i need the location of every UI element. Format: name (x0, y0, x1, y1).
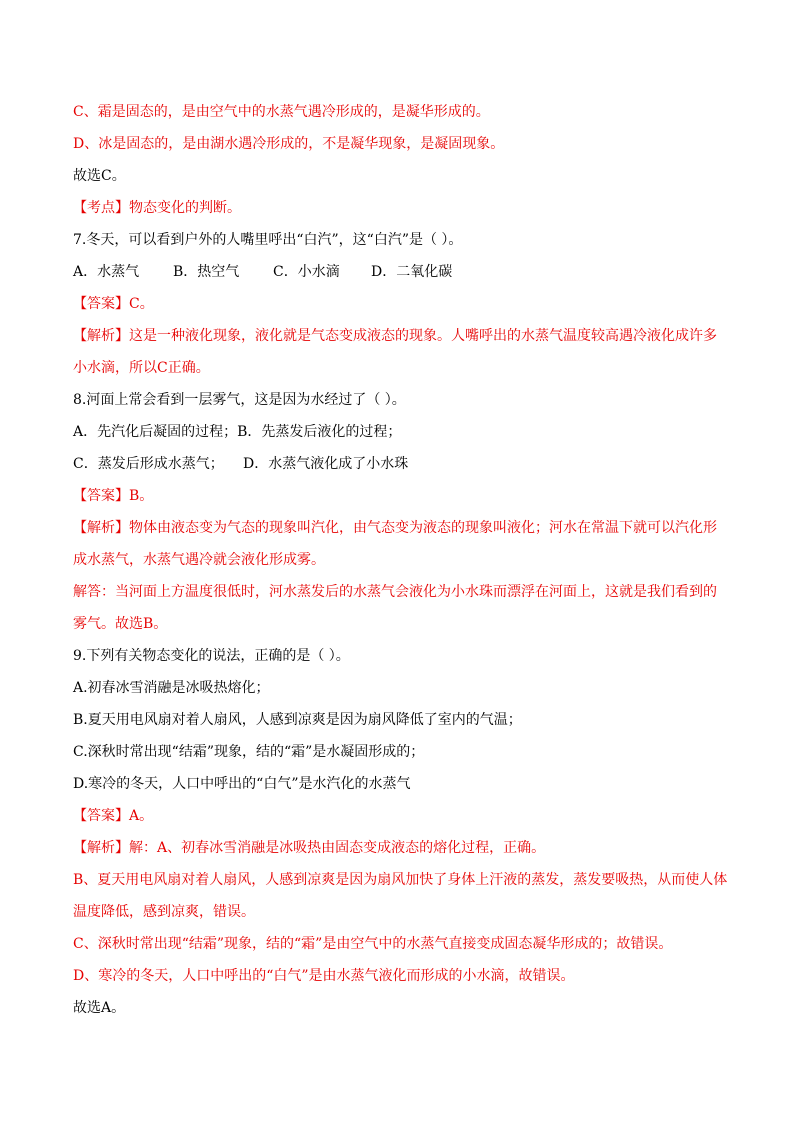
option-b: B．热空气 (173, 264, 240, 280)
question-9-final: 故选A。 (73, 1000, 126, 1016)
question-9-stem: 9.下列有关物态变化的说法，正确的是（ ）。 (73, 648, 350, 664)
question-7-stem: 7.冬天，可以看到户外的人嘴里呼出“白汽”，这“白汽”是（ ）。 (73, 232, 463, 248)
option-c: C．蒸发后形成水蒸气； (73, 456, 224, 472)
question-9-analysis: B、夏天用电风扇对着人扇风，人感到凉爽是因为扇风加快了身体上汗液的蒸发，蒸发要吸热，从而使人体 (73, 872, 728, 888)
document-page (73, 96, 728, 1024)
text-line: C、霜是固态的，是由空气中的水蒸气遇冷形成的，是凝华形成的。 (73, 104, 490, 120)
text-line: D、冰是固态的，是由湖水遇冷形成的，不是凝华现象，是凝固现象。 (73, 136, 505, 152)
question-8-solution: 解答：当河面上方温度很低时，河水蒸发后的水蒸气会液化为小水珠而漂浮在河面上，这就是我们看到的 (73, 584, 717, 600)
option-d: D．水蒸气液化成了小水珠 (243, 456, 409, 472)
question-7-analysis: 【解析】这是一种液化现象，液化就是气态变成液态的现象。人嘴呼出的水蒸气温度较高遇冷液化成许多 (73, 328, 717, 344)
option-b: B.夏天用电风扇对着人扇风，人感到凉爽是因为扇风降低了室内的气温； (73, 712, 522, 728)
question-8-solution: 雾气。故选B。 (73, 616, 168, 632)
question-8-stem: 8.河面上常会看到一层雾气，这是因为水经过了（ ）。 (73, 392, 406, 408)
option-d: D．二氧化碳 (371, 264, 453, 280)
text-line: 故选C。 (73, 168, 126, 184)
question-7-answer: 【答案】C。 (73, 296, 154, 312)
question-8-answer: 【答案】B。 (73, 488, 154, 504)
question-8-analysis: 成水蒸气，水蒸气遇冷就会液化形成雾。 (73, 552, 325, 568)
option-d: D.寒冷的冬天，人口中呼出的“白气”是水汽化的水蒸气 (73, 776, 411, 792)
option-a: A．水蒸气 (73, 264, 140, 280)
question-8-options-cd (73, 448, 723, 480)
question-9-analysis: C、深秋时常出现“结霜”现象，结的“霜”是由空气中的水蒸气直接变成固态凝华形成的；故错误。 (73, 936, 673, 952)
question-8-options-ab: A．先汽化后凝固的过程；B．先蒸发后液化的过程； (73, 424, 402, 440)
question-7-analysis: 小水滴，所以C正确。 (73, 360, 210, 376)
option-c: C．小水滴 (273, 264, 340, 280)
question-9-answer: 【答案】A。 (73, 808, 154, 824)
key-point: 【考点】物态变化的判断。 (73, 200, 241, 216)
question-9-analysis: 【解析】解：A、初春冰雪消融是冰吸热由固态变成液态的熔化过程，正确。 (73, 840, 546, 856)
question-7-options (73, 256, 723, 288)
option-c: C.深秋时常出现“结霜”现象，结的“霜”是水凝固形成的； (73, 744, 425, 760)
question-9-analysis: 温度降低，感到凉爽，错误。 (73, 904, 255, 920)
question-8-analysis: 【解析】物体由液态变为气态的现象叫汽化，由气态变为液态的现象叫液化；河水在常温下就可以汽化形 (73, 520, 717, 536)
option-a: A.初春冰雪消融是冰吸热熔化； (73, 680, 270, 696)
question-9-analysis: D、寒冷的冬天，人口中呼出的“白气”是由水蒸气液化而形成的小水滴，故错误。 (73, 968, 575, 984)
